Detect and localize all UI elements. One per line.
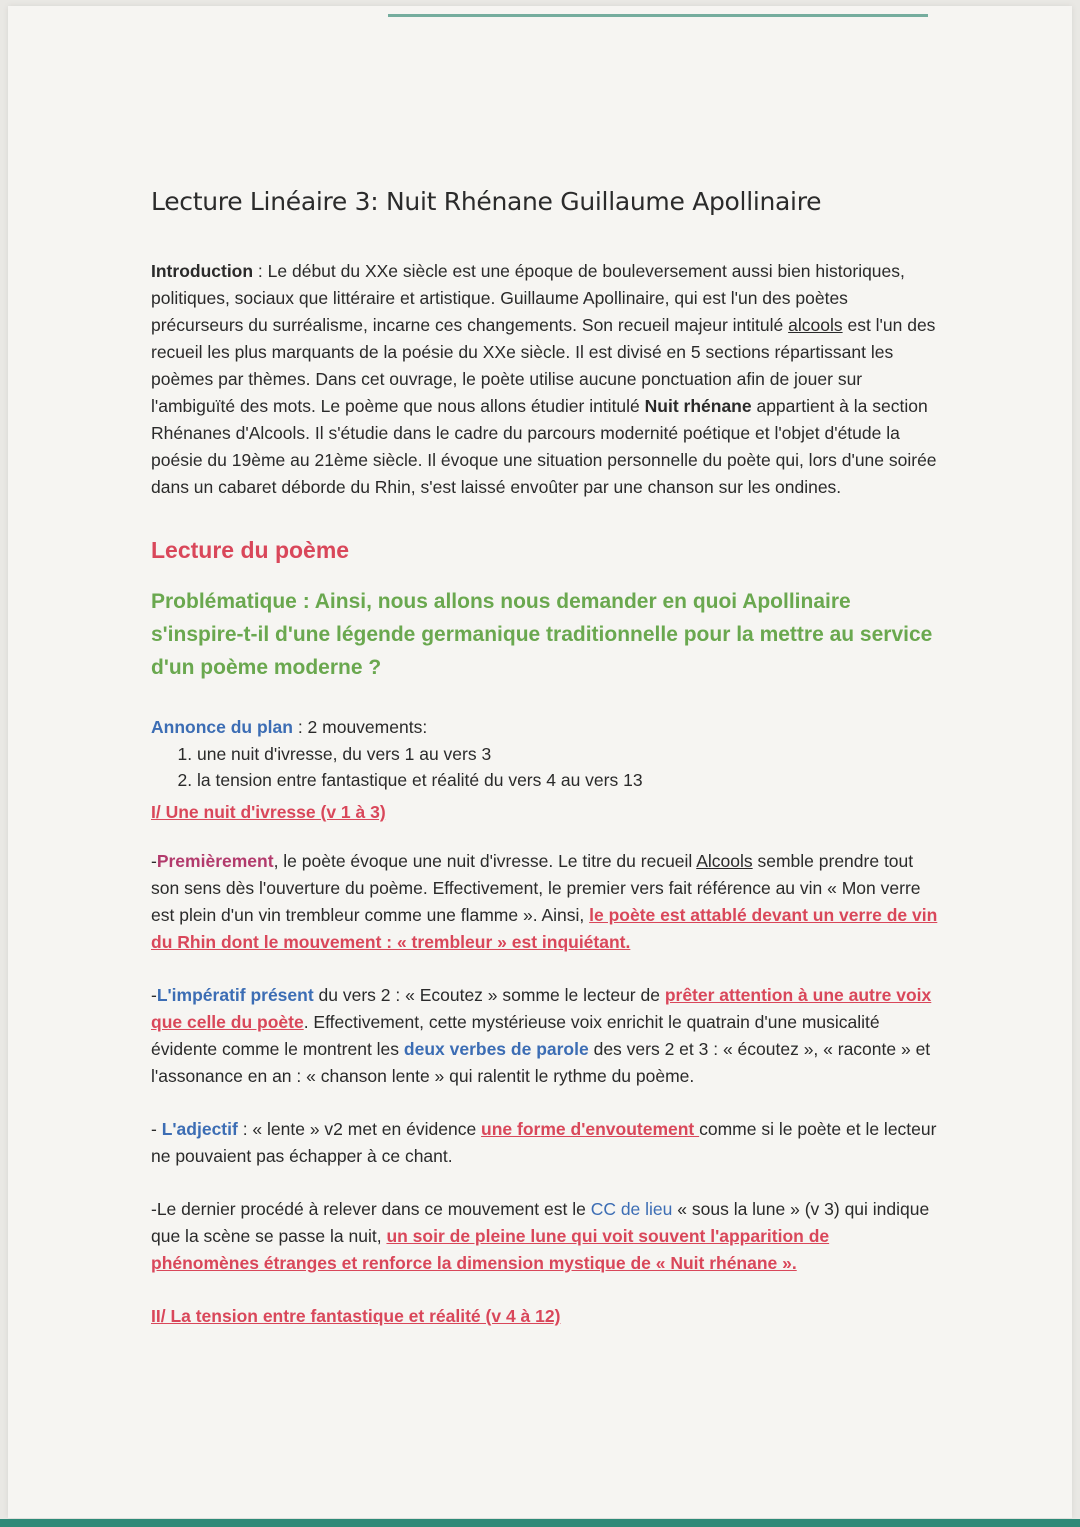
intro-text: : Le début du XXe siècle est une époque de bouleversement aussi bien historiques, politiques, sociaux que littéraire et artistique. Guillaume Apollinaire, qui est l'un des poètes précurseurs du surréalisme, incarne ces changements. Son recueil majeur intitulé [151, 261, 905, 335]
text: des vers 2 et 3 : « écoutez », « raconte » et l'assonance en an : « chanson lente » qui ralentit le rythme du poème. [151, 1039, 931, 1086]
paragraph-adjectif [151, 1116, 941, 1170]
plan-announcement [151, 714, 941, 741]
highlight: une forme d'envoutement [481, 1119, 700, 1139]
problematique-text: : Ainsi, nous allons nous demander en quoi Apollinaire s'inspire-t-il d'une légende germanique traditionnelle pour la mettre au service d'un poème moderne ? [151, 590, 933, 679]
text: . Effectivement, cette mystérieuse voix enrichit le quatrain d'une musicalité évidente comme le montrent les [151, 1012, 880, 1059]
highlight: prêter attention à une autre voix que celle du poète [151, 985, 932, 1032]
keyword: L'impératif présent [156, 985, 314, 1005]
paragraph-premierement [151, 848, 941, 956]
intro-text: appartient à la section Rhénanes d'Alcools. Il s'étudie dans le cadre du parcours modernité poétique et l'objet d'étude la poésie du 19ème au 21ème siècle. Il évoque une situation personnelle du poète qui, lors d'une soirée dans un cabaret déborde du Rhin, s'est laissé envoûter par une chanson sur les ondines. [151, 396, 937, 497]
highlight: un soir de pleine lune qui voit souvent l'apparition de phénomènes étranges et renforce la dimension mystique de « Nuit rhénane ». [151, 1226, 830, 1273]
problematique [151, 585, 941, 684]
intro-label: Introduction [151, 261, 254, 281]
text: -Le dernier procédé à relever dans ce mouvement est le [151, 1199, 591, 1219]
keyword: L'adjectif [161, 1119, 238, 1139]
paragraph-cc-lieu [151, 1196, 941, 1277]
text: « sous la lune » (v 3) qui indique que la scène se passe la nuit, [151, 1199, 930, 1246]
introduction-paragraph [151, 258, 941, 501]
dash: - [151, 985, 157, 1005]
text: semble prendre tout son sens dès l'ouverture du poème. Effectivement, le premier vers fait référence au vin « Mon verre est plein d'un vin trembleur comme une flamme ». Ainsi, [151, 851, 921, 925]
problematique-label: Problématique [151, 590, 297, 613]
text: , le poète évoque une nuit d'ivresse. Le titre du recueil [273, 851, 697, 871]
plan-item: 2. la tension entre fantastique et réalité du vers 4 au vers 13 [197, 767, 941, 793]
intro-poem-title: Nuit rhénane [644, 396, 752, 416]
text: comme si le poète et le lecteur ne pouvaient pas échapper à ce chant. [151, 1119, 937, 1166]
intro-alcools: alcools [788, 315, 843, 335]
text: : « lente » v2 met en évidence [237, 1119, 482, 1139]
dash: - [151, 851, 157, 871]
document-content [151, 186, 941, 1352]
plan-label: Annonce du plan [151, 717, 293, 737]
plan-list [151, 741, 941, 793]
document-title: Lecture Linéaire 3: Nuit Rhénane Guillaume Apollinaire [151, 187, 822, 216]
plan-item: 1. une nuit d'ivresse, du vers 1 au vers 3 [197, 741, 941, 767]
top-border-line [388, 14, 928, 17]
alcools-title: Alcools [696, 851, 753, 871]
plan-text: : 2 mouvements: [292, 717, 428, 737]
part2-title: II/ La tension entre fantastique et réalité (v 4 à 12) [151, 1306, 561, 1326]
dash: - [151, 1119, 162, 1139]
text: du vers 2 : « Ecoutez » somme le lecteur de [313, 985, 665, 1005]
bottom-border-line [0, 1519, 1080, 1527]
highlight: le poète est attablé devant un verre de vin du Rhin dont le mouvement : « trembleur » est inquiétant. [151, 905, 938, 952]
intro-text: est l'un des recueil les plus marquants de la poésie du XXe siècle. Il est divisé en 5 sections répartissant les poèmes par thèmes. Dans cet ouvrage, le poète utilise aucune ponctuation afin de jouer sur l'ambiguïté des mots. Le poème que nous allons étudier intitulé [151, 315, 936, 416]
keyword: CC de lieu [590, 1199, 673, 1219]
keyword: deux verbes de parole [403, 1039, 589, 1059]
section-title-lecture: Lecture du poème [151, 537, 350, 563]
paragraph-imperatif [151, 982, 941, 1090]
part1-title: I/ Une nuit d'ivresse (v 1 à 3) [151, 802, 386, 822]
keyword: Premièrement [156, 851, 274, 871]
